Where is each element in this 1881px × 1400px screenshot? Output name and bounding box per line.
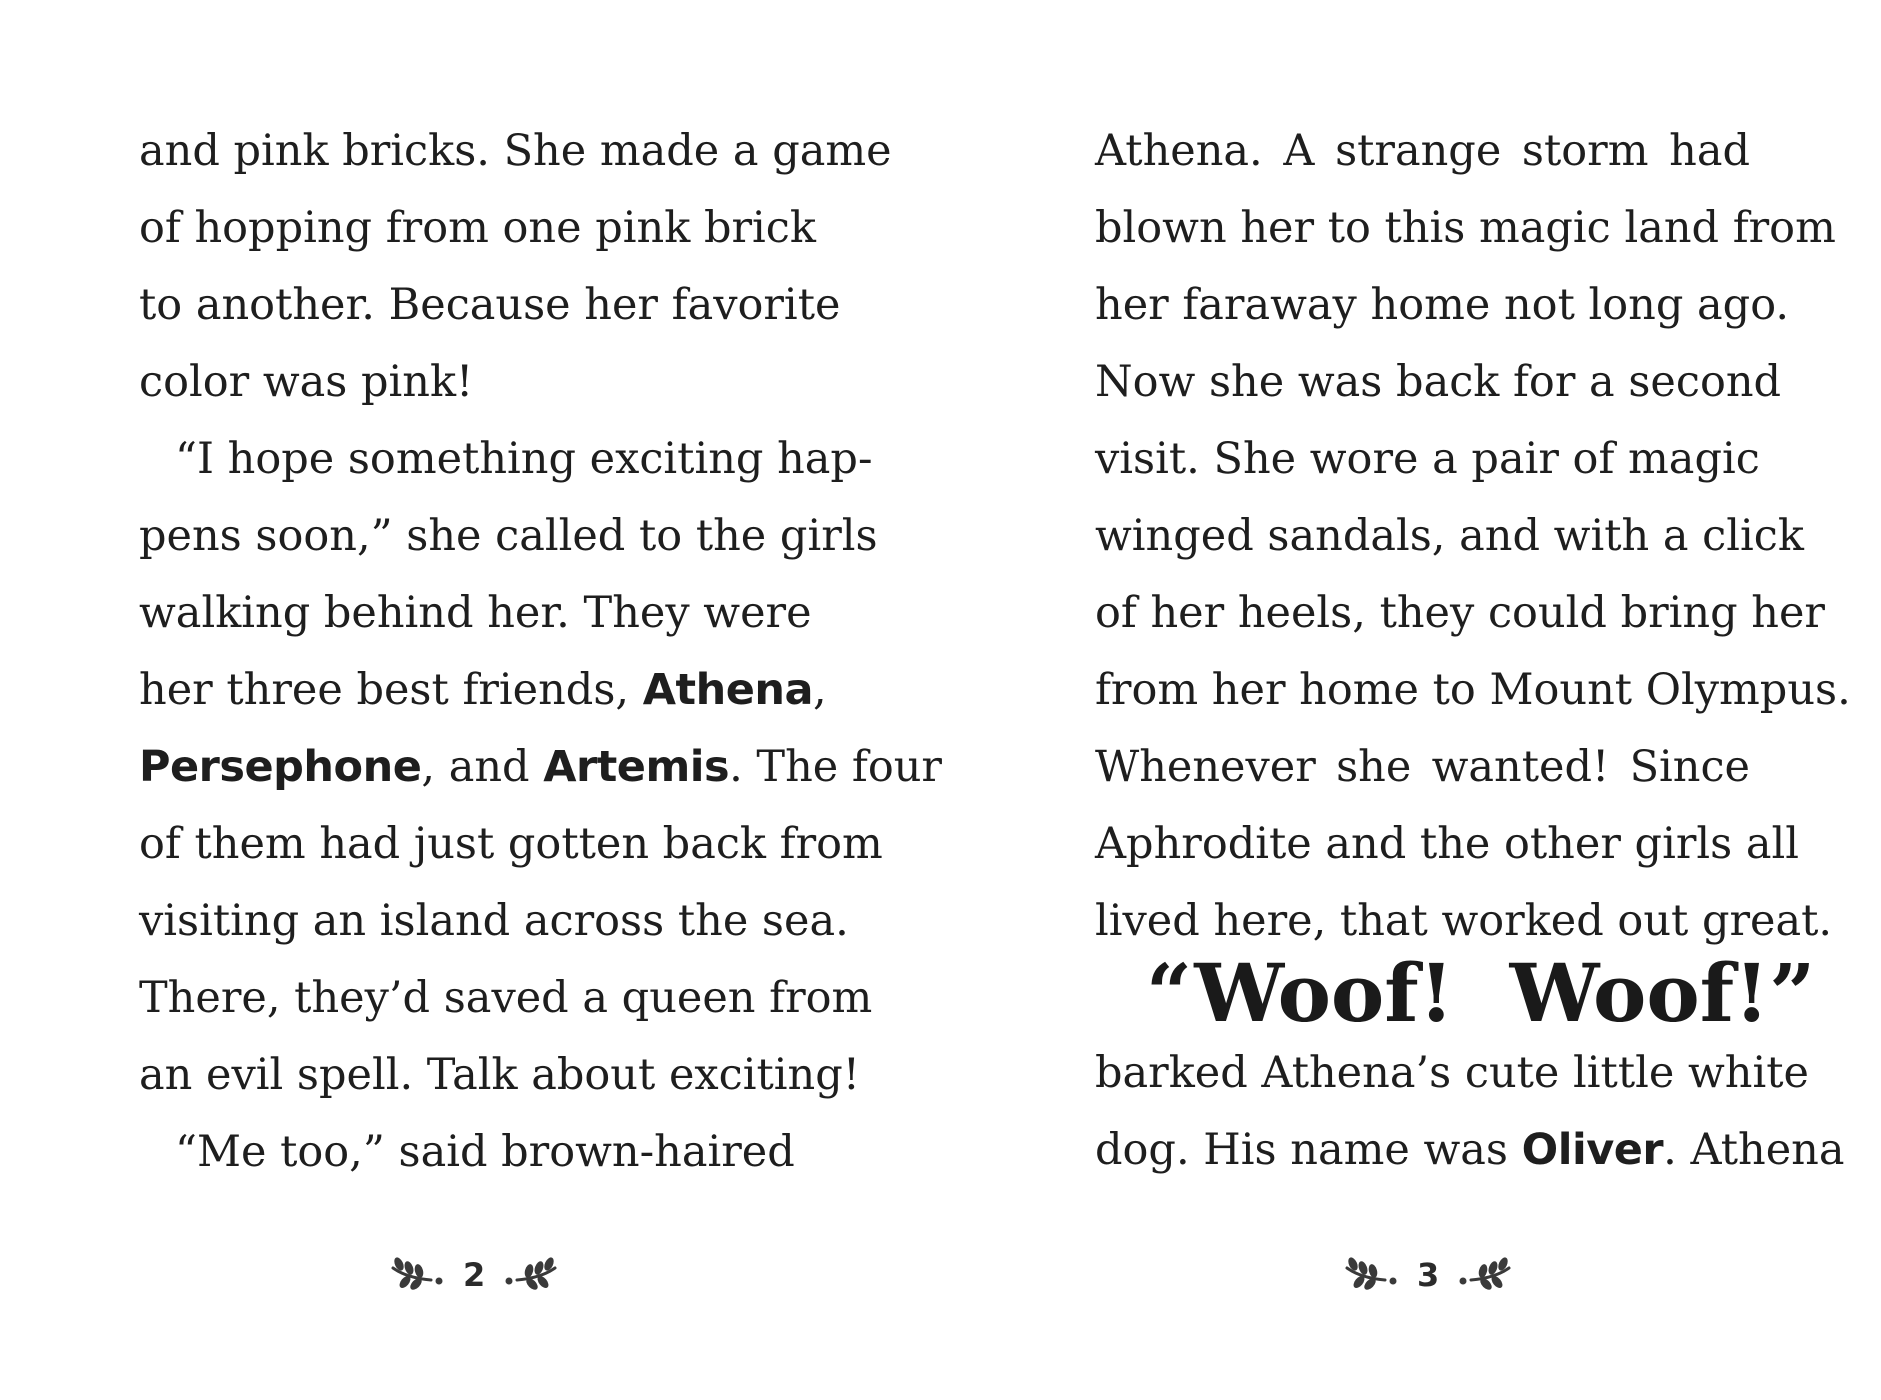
text-line [1095, 113, 1750, 190]
left-page [0, 0, 940, 1400]
text-line [139, 883, 849, 960]
text-run: dog. His name was [1095, 1125, 1522, 1175]
text-run: Now she was back for a second [1095, 357, 1782, 407]
text-line [139, 806, 883, 883]
text-line [1095, 344, 1782, 421]
text-line [175, 421, 873, 498]
text-run: and pink bricks. She made a game [139, 126, 892, 176]
text-line [139, 729, 942, 806]
text-line [175, 1114, 794, 1191]
character-name: Persephone [139, 742, 422, 792]
text-run: her faraway home not long ago. [1095, 280, 1790, 330]
text-run: , [813, 665, 827, 715]
text-line [139, 1037, 861, 1114]
character-name: Oliver [1521, 1125, 1664, 1175]
text-run: from her home to Mount Olympus. [1095, 665, 1851, 715]
page-number: 2 [463, 1256, 486, 1294]
sound-effect-heading: “Woof! Woof!” [1146, 946, 1816, 1040]
text-line [139, 498, 878, 575]
text-run: “I hope something exciting hap- [175, 434, 873, 484]
text-run: to another. Because her favorite [139, 280, 841, 330]
right-page [940, 0, 1880, 1400]
text-line [139, 652, 827, 729]
text-run: of hopping from one pink brick [139, 203, 816, 253]
left-page-folio [387, 1252, 561, 1298]
text-run: her three best friends, [139, 665, 643, 715]
text-run: lived here, that worked out great. [1095, 896, 1833, 946]
text-run: visit. She wore a pair of magic [1095, 434, 1760, 484]
text-line [1095, 1112, 1845, 1189]
text-run: Aphrodite and the other girls all [1095, 819, 1799, 869]
text-line [139, 267, 841, 344]
text-run: winged sandals, and with a click [1095, 511, 1804, 561]
text-line [1095, 652, 1851, 729]
text-line [1095, 1035, 1809, 1112]
text-run: . The four [729, 742, 942, 792]
text-run: blown her to this magic land from [1095, 203, 1836, 253]
text-run: Whenever she wanted! Since [1095, 742, 1750, 792]
text-line [1095, 498, 1804, 575]
text-line [1095, 729, 1750, 806]
text-run: . Athena [1663, 1125, 1845, 1175]
text-run: visiting an island across the sea. [139, 896, 849, 946]
text-line [1095, 806, 1799, 883]
laurel-sprig-icon [505, 1256, 561, 1294]
text-line [1095, 267, 1790, 344]
text-run: an evil spell. Talk about exciting! [139, 1050, 861, 1100]
text-line [139, 113, 892, 190]
page-number: 3 [1417, 1256, 1440, 1294]
text-run: Athena. A strange storm had [1095, 126, 1750, 176]
text-run: barked Athena’s cute little white [1095, 1048, 1809, 1098]
text-run: of her heels, they could bring her [1095, 588, 1825, 638]
text-run: color was pink! [139, 357, 474, 407]
character-name: Artemis [543, 742, 730, 792]
text-run: “Me too,” said brown-haired [175, 1127, 795, 1177]
text-line [1095, 575, 1825, 652]
text-line [139, 344, 794, 421]
text-line [139, 575, 812, 652]
laurel-sprig-icon [1341, 1256, 1397, 1294]
text-run: walking behind her. They were [139, 588, 812, 638]
text-run: pens soon,” she called to the girls [139, 511, 878, 561]
text-line [1095, 190, 1836, 267]
text-line [1095, 421, 1760, 498]
text-line [139, 960, 873, 1037]
text-line [139, 190, 816, 267]
text-run: , and [421, 742, 544, 792]
character-name: Athena [642, 665, 813, 715]
laurel-sprig-icon [387, 1256, 443, 1294]
text-run: There, they’d saved a queen from [139, 973, 873, 1023]
right-page-folio [1341, 1252, 1515, 1298]
text-run: of them had just gotten back from [139, 819, 883, 869]
laurel-sprig-icon [1459, 1256, 1515, 1294]
